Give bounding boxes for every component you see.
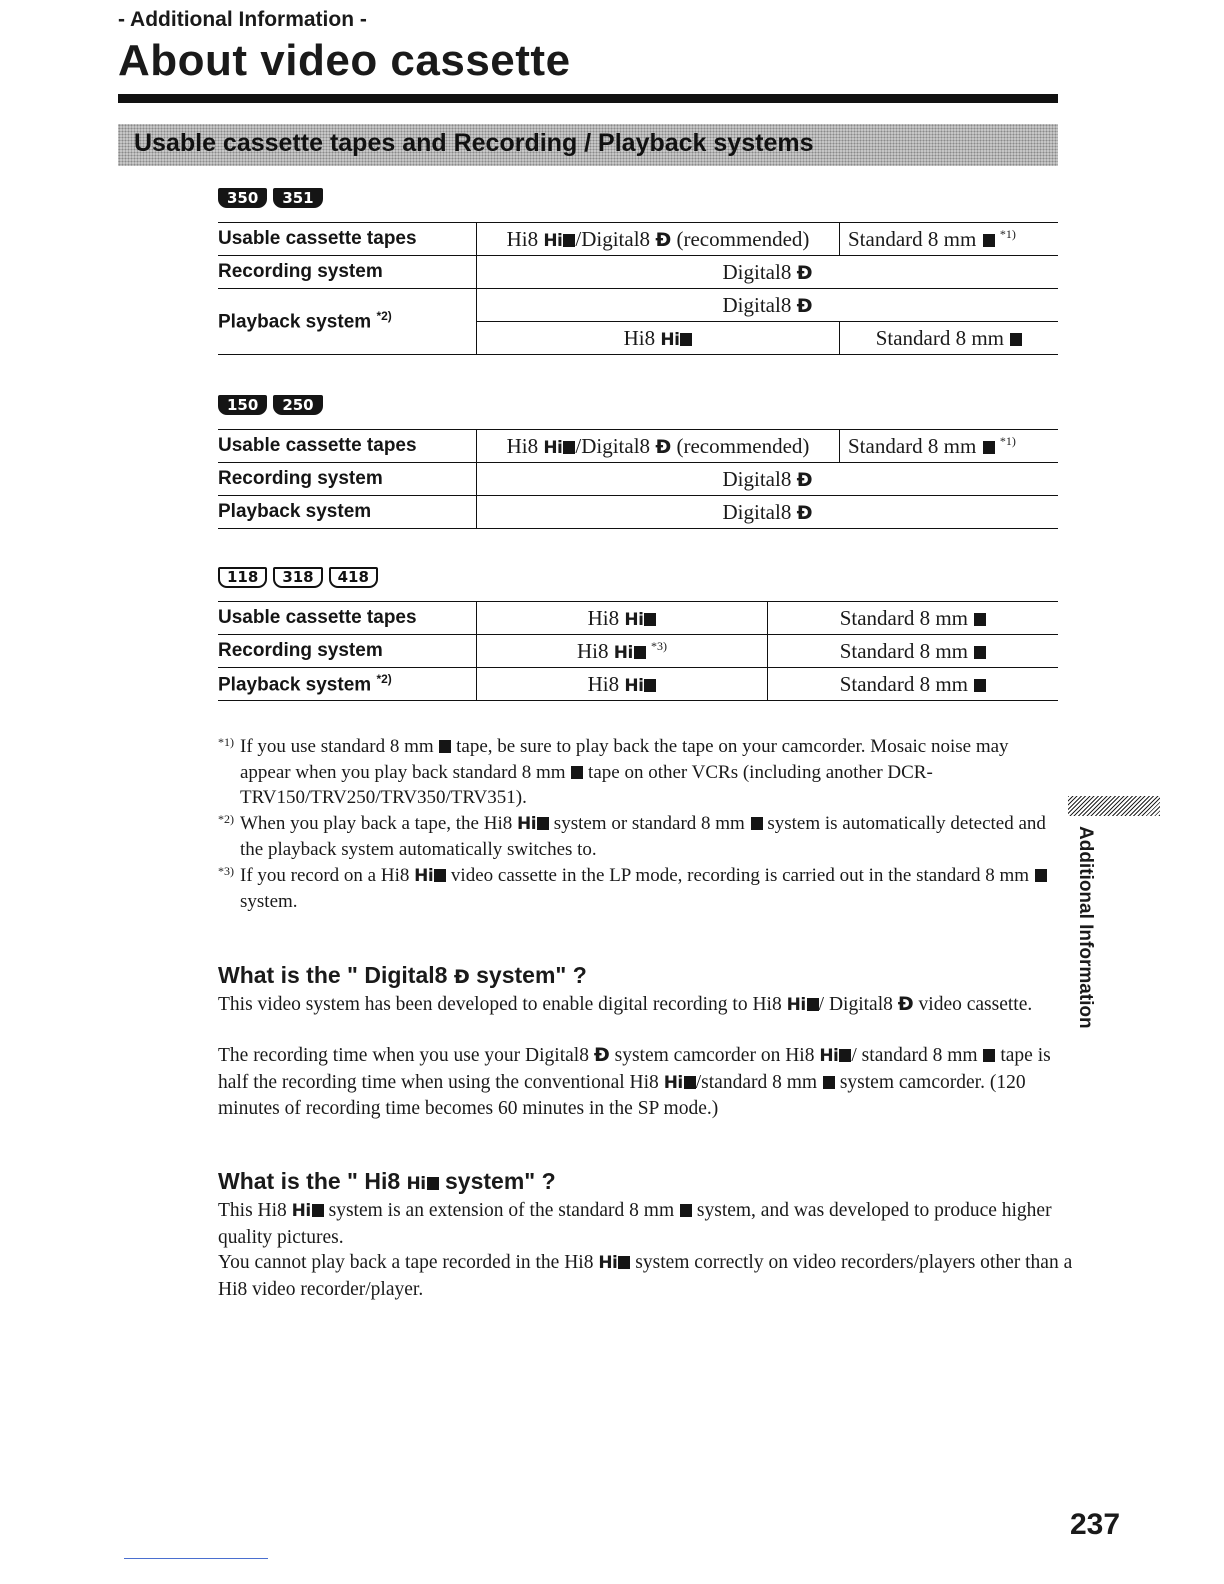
footnote-text: tape on other VCRs (including another DCR-TRV150/TRV250/TRV350/TRV351). — [240, 761, 933, 808]
side-tab-marker — [1068, 796, 1160, 816]
table-row — [218, 496, 1058, 529]
digital8-paragraph-2 — [218, 1043, 1078, 1122]
model-badge-250: 250 — [273, 395, 322, 415]
cell-usable-standard — [840, 223, 1059, 256]
table-row — [218, 602, 1058, 635]
cell-text: Digital8 — [722, 292, 792, 317]
hi8-paragraph-2 — [218, 1250, 1078, 1302]
8mm-logo-icon — [680, 1204, 692, 1217]
hi8-logo-icon: Hi — [291, 1201, 311, 1221]
subsection-banner — [118, 124, 1058, 166]
cell-text: Standard 8 mm — [839, 638, 969, 663]
8mm-logo-icon — [571, 766, 583, 779]
cell-playback-hi8 — [477, 322, 840, 355]
model-badge-318: 318 — [273, 567, 322, 588]
paragraph-text: tape is half the recording time when using the conventional Hi8 — [218, 1045, 1051, 1093]
hi8-logo-icon: Hi — [786, 995, 806, 1015]
8mm-logo-icon — [644, 679, 656, 692]
row-label-recording: Recording system — [218, 463, 477, 496]
cell-playback-digital8 — [477, 289, 1059, 322]
digital8-logo-icon: Ɖ — [593, 1044, 610, 1066]
hi8-logo-icon: Hi — [663, 1072, 683, 1093]
digital8-logo-icon: Ɖ — [796, 261, 813, 284]
model-badge-118: 118 — [218, 567, 267, 588]
cell-playback-hi8 — [477, 668, 768, 701]
hi8-logo-icon: Hi — [543, 230, 563, 251]
cell-text: Hi8 — [587, 605, 620, 630]
footnote-ref: *2) — [376, 671, 392, 686]
hi8-logo-icon: Hi — [613, 642, 633, 663]
paragraph-text: video cassette. — [918, 994, 1033, 1015]
footnote-text: system or standard 8 mm — [553, 812, 745, 834]
heading-text: system" ? — [445, 1168, 556, 1194]
cell-text: Digital8 — [722, 259, 792, 284]
hi8-logo-icon: Hi — [516, 813, 537, 834]
cell-text: Hi8 — [587, 671, 620, 696]
paragraph-text: The recording time when you use your Digital8 — [218, 1045, 589, 1066]
model-badge-418: 418 — [329, 567, 378, 588]
paragraph-text: / Digital8 — [818, 994, 893, 1015]
8mm-logo-icon — [684, 1076, 696, 1089]
paragraph-text: /standard 8 mm — [695, 1071, 818, 1093]
footnote-2 — [218, 811, 1058, 863]
footnote-text: When you play back a tape, the Hi8 — [240, 812, 513, 834]
footnote-mark: *2) — [218, 811, 234, 826]
cell-usable-hi8-digital8 — [477, 430, 840, 463]
footnote-ref: *1) — [999, 433, 1016, 448]
8mm-logo-icon — [983, 234, 995, 247]
table-row — [218, 223, 1058, 256]
footnote-text: system. — [240, 891, 298, 912]
cell-usable-hi8-digital8 — [477, 223, 840, 256]
title-rule — [118, 94, 1058, 103]
table-row — [218, 430, 1058, 463]
cell-text: Standard 8 mm — [839, 671, 969, 696]
hi8-logo-icon: Hi — [819, 1046, 839, 1066]
8mm-logo-icon — [312, 1204, 324, 1217]
8mm-logo-icon — [634, 646, 646, 659]
cell-playback-standard — [768, 668, 1059, 701]
8mm-logo-icon — [983, 441, 995, 454]
hi8-logo-icon: Hi — [543, 437, 563, 458]
hi8-paragraph-1 — [218, 1198, 1078, 1250]
8mm-logo-icon — [563, 441, 575, 454]
8mm-logo-icon — [537, 817, 549, 830]
digital8-heading — [218, 962, 587, 989]
cell-text: Hi8 — [506, 226, 539, 251]
digital8-paragraph-1 — [218, 992, 1078, 1019]
hi8-logo-icon: Hi — [660, 329, 680, 350]
8mm-logo-icon — [680, 333, 692, 346]
paragraph-text: system is an extension of the standard 8 mm — [328, 1200, 675, 1221]
8mm-logo-icon — [1035, 869, 1047, 882]
footnote-text: system is automatically detected and the playback system automatically switches to. — [240, 812, 1046, 860]
footnote-ref: *2) — [376, 309, 392, 324]
heading-text: What is the " Digital8 — [218, 962, 448, 988]
row-label-recording: Recording system — [218, 635, 477, 668]
cell-usable-hi8 — [477, 602, 768, 635]
footnote-ref: *3) — [651, 638, 668, 653]
8mm-logo-icon — [974, 679, 986, 692]
digital8-logo-icon: Ɖ — [453, 966, 470, 988]
model-badges-118-318-418 — [218, 567, 378, 588]
hi8-logo-icon: Hi — [414, 865, 434, 886]
footnote-text: If you record on a Hi8 — [240, 864, 410, 886]
footnote-text: video cassette in the LP mode, recording is carried out in the standard 8 mm — [450, 864, 1030, 886]
row-label-recording: Recording system — [218, 256, 477, 289]
spec-table-118-318-418 — [218, 601, 1058, 701]
heading-text: What is the " Hi8 — [218, 1168, 401, 1194]
heading-text: system" ? — [476, 962, 587, 988]
cell-text: Standard 8 mm — [848, 433, 977, 458]
page-number: 237 — [1070, 1508, 1121, 1541]
footnote-mark: *3) — [218, 863, 234, 878]
subsection-title: Usable cassette tapes and Recording / Playback systems — [134, 129, 814, 157]
spec-table-150-250 — [218, 429, 1058, 529]
8mm-logo-icon — [644, 613, 656, 626]
cell-recording — [477, 463, 1059, 496]
paragraph-text: system camcorder on Hi8 — [614, 1045, 815, 1066]
footnote-1 — [218, 734, 1058, 811]
8mm-logo-icon — [427, 1177, 439, 1190]
digital8-logo-icon: Ɖ — [655, 435, 672, 458]
table-row — [218, 668, 1058, 701]
cell-recording-hi8 — [477, 635, 768, 668]
row-label-usable: Usable cassette tapes — [218, 223, 477, 256]
8mm-logo-icon — [823, 1076, 835, 1089]
paragraph-text: system camcorder. (120 minutes of recording time becomes 60 minutes in the SP mode.) — [218, 1071, 1026, 1119]
footnote-3 — [218, 863, 1058, 915]
cell-text: Hi8 — [623, 325, 656, 350]
hi8-heading — [218, 1168, 556, 1195]
paragraph-text: / standard 8 mm — [851, 1045, 978, 1066]
hi8-logo-icon: Hi — [598, 1253, 618, 1273]
cell-text: (recommended) — [676, 226, 810, 251]
row-label-usable: Usable cassette tapes — [218, 430, 477, 463]
8mm-logo-icon — [974, 613, 986, 626]
paragraph-text: system, and was developed to produce higher quality pictures. — [218, 1200, 1052, 1248]
table-row — [218, 289, 1058, 322]
cell-usable-standard — [768, 602, 1059, 635]
digital8-logo-icon: Ɖ — [796, 294, 813, 317]
8mm-logo-icon — [563, 234, 575, 247]
cell-text: (recommended) — [676, 433, 810, 458]
hi8-logo-icon: Hi — [406, 1174, 426, 1194]
row-label-text: Playback system — [218, 674, 372, 696]
digital8-logo-icon: Ɖ — [796, 468, 813, 491]
paragraph-text: system correctly on video recorders/players other than a Hi8 video recorder/player. — [218, 1252, 1073, 1300]
page-title: About video cassette — [118, 36, 571, 85]
8mm-logo-icon — [439, 740, 451, 753]
section-label: - Additional Information - — [118, 8, 367, 31]
cell-recording — [477, 256, 1059, 289]
table-row — [218, 463, 1058, 496]
spec-table-350-351 — [218, 222, 1058, 355]
model-badges-150-250 — [218, 395, 323, 415]
8mm-logo-icon — [751, 817, 763, 830]
footnote-ref: *1) — [999, 226, 1016, 241]
cell-recording-standard — [768, 635, 1059, 668]
footnote-text: If you use standard 8 mm — [240, 736, 434, 757]
paragraph-text: You cannot play back a tape recorded in the Hi8 — [218, 1252, 594, 1273]
cell-text: /Digital8 — [575, 226, 651, 251]
row-label-text: Playback system — [218, 311, 372, 333]
footnotes — [218, 734, 1058, 915]
8mm-logo-icon — [974, 646, 986, 659]
footnote-mark: *1) — [218, 735, 234, 749]
cell-usable-standard — [840, 430, 1059, 463]
paragraph-text: This Hi8 — [218, 1200, 287, 1221]
table-row — [218, 635, 1058, 668]
footer-rule — [124, 1558, 268, 1559]
paragraph-text: This video system has been developed to enable digital recording to Hi8 — [218, 994, 782, 1015]
model-badge-351: 351 — [273, 188, 322, 208]
model-badges-350-351 — [218, 188, 323, 208]
cell-text: Standard 8 mm — [848, 226, 977, 251]
digital8-logo-icon: Ɖ — [655, 228, 672, 251]
8mm-logo-icon — [1010, 333, 1022, 346]
hi8-logo-icon: Hi — [624, 675, 644, 696]
cell-playback-standard — [840, 322, 1059, 355]
cell-text: Digital8 — [722, 466, 792, 491]
row-label-playback — [218, 668, 477, 701]
8mm-logo-icon — [618, 1256, 630, 1269]
row-label-usable: Usable cassette tapes — [218, 602, 477, 635]
8mm-logo-icon — [983, 1049, 995, 1062]
cell-playback — [477, 496, 1059, 529]
8mm-logo-icon — [839, 1049, 851, 1062]
cell-text: Standard 8 mm — [839, 605, 969, 630]
cell-text: Standard 8 mm — [875, 325, 1005, 350]
cell-text: /Digital8 — [575, 433, 651, 458]
digital8-logo-icon: Ɖ — [796, 501, 813, 524]
model-badge-150: 150 — [218, 395, 267, 415]
side-tab-text: Additional Information — [1075, 826, 1096, 1029]
8mm-logo-icon — [434, 869, 446, 882]
hi8-logo-icon: Hi — [624, 609, 644, 630]
footnote-text: tape, be sure to play back the tape on your camcorder. Mosaic noise may appear when you play back standard 8 mm — [240, 736, 1009, 783]
cell-text: Digital8 — [722, 499, 792, 524]
row-label-playback: Playback system — [218, 496, 477, 529]
model-badge-350: 350 — [218, 188, 267, 208]
table-row — [218, 256, 1058, 289]
8mm-logo-icon — [807, 998, 819, 1011]
cell-text: Hi8 — [506, 433, 539, 458]
side-tab-label — [1072, 826, 1096, 1036]
row-label-playback — [218, 289, 477, 355]
digital8-logo-icon: Ɖ — [897, 993, 914, 1015]
cell-text: Hi8 — [576, 638, 609, 663]
